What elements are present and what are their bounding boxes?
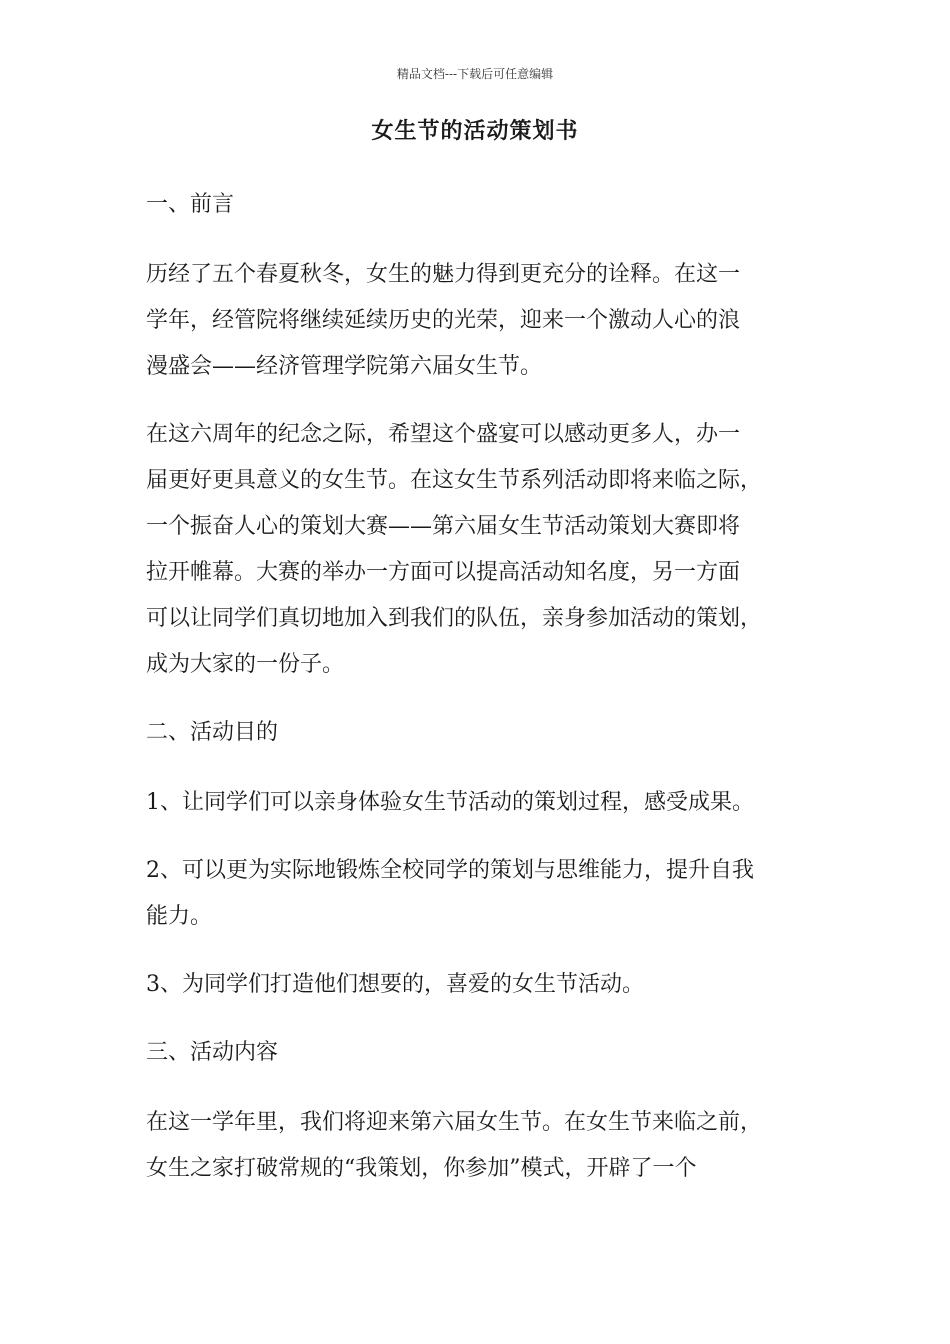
text-line: 成为大家的一份子。 xyxy=(146,652,345,677)
text-line: 历经了五个春夏秋冬，女生的魅力得到更充分的诠释。在这一 xyxy=(146,262,741,287)
text-line: 在这一学年里，我们将迎来第六届女生节。在女生节来临之前， xyxy=(146,1110,763,1135)
document-body xyxy=(146,182,806,1214)
text-line: 一个振奋人心的策划大赛——第六届女生节活动策划大赛即将 xyxy=(146,514,741,539)
paragraph-preface-1 xyxy=(146,252,806,390)
text-line: 漫盛会——经济管理学院第六届女生节。 xyxy=(146,354,543,379)
purpose-item-1 xyxy=(146,780,806,826)
text-line: 可以让同学们真切地加入到我们的队伍，亲身参加活动的策划， xyxy=(146,606,763,631)
text-line: 拉开帷幕。大赛的举办一方面可以提高活动知名度，另一方面 xyxy=(146,560,741,585)
document-title: 女生节的活动策划书 xyxy=(371,118,579,144)
text-line: 学年，经管院将继续延续历史的光荣，迎来一个激动人心的浪 xyxy=(146,308,741,333)
section-heading-purpose: 二、活动目的 xyxy=(146,720,279,745)
text-line: 女生之家打破常规的“我策划，你参加”模式，开辟了一个 xyxy=(146,1156,697,1181)
page-header: 精品文档---下载后可任意编辑 xyxy=(396,67,554,81)
text-line: 3、为同学们打造他们想要的，喜爱的女生节活动。 xyxy=(146,972,644,997)
text-line: 能力。 xyxy=(146,904,213,929)
purpose-item-2 xyxy=(146,848,806,940)
paragraph-preface-2 xyxy=(146,412,806,688)
text-line: 届更好更具意义的女生节。在这女生节系列活动即将来临之际， xyxy=(146,468,763,493)
text-line: 1、让同学们可以亲身体验女生节活动的策划过程，感受成果。 xyxy=(146,790,754,815)
text-line: 在这六周年的纪念之际，希望这个盛宴可以感动更多人，办一 xyxy=(146,422,741,447)
paragraph-content-1 xyxy=(146,1100,806,1192)
section-heading-preface: 一、前言 xyxy=(146,192,235,217)
purpose-item-3 xyxy=(146,962,806,1008)
section-heading-content: 三、活动内容 xyxy=(146,1040,279,1065)
text-line: 2、可以更为实际地锻炼全校同学的策划与思维能力，提升自我 xyxy=(146,858,754,883)
